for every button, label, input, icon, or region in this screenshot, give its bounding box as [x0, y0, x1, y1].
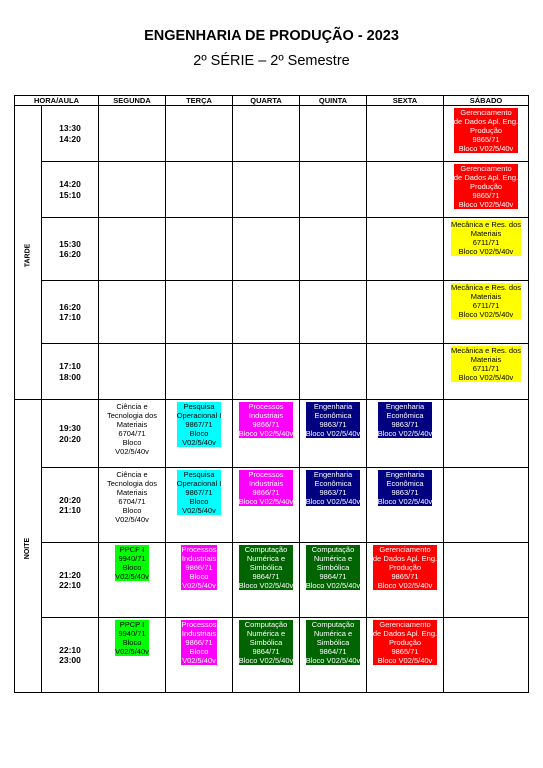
time-slot-cell [42, 106, 99, 162]
class-entry-line: Produção [388, 638, 422, 647]
schedule-cell [99, 543, 166, 618]
schedule-cell [99, 281, 166, 344]
time-slot-cell [42, 344, 99, 400]
class-entry [107, 470, 157, 524]
class-entry-line: 9865/71 [472, 135, 500, 144]
column-header-hora-aula: HORA/AULA [15, 96, 99, 106]
schedule-cell [367, 162, 444, 218]
schedule-row [15, 162, 529, 218]
class-entry-line: 9863/71 [319, 488, 347, 497]
class-entry [306, 402, 361, 438]
time-slot-cell [42, 468, 99, 543]
class-entry-line: Processos [181, 545, 217, 554]
schedule-cell [166, 344, 233, 400]
schedule-cell [233, 543, 300, 618]
column-header-segunda: SEGUNDA [99, 96, 166, 106]
time-slot-cell [42, 618, 99, 693]
time-start: 22:10 [59, 644, 81, 655]
class-entry-line: 9867/71 [185, 420, 213, 429]
schedule-cell [300, 218, 367, 281]
class-entry-line: Bloco V02/5/40v [377, 497, 433, 506]
class-entry-line: V02/5/40v [115, 647, 149, 656]
class-entry-line: Materiais [116, 420, 148, 429]
schedule-cell [367, 218, 444, 281]
time-start: 19:30 [59, 423, 81, 433]
class-entry-line: Econômica [314, 479, 352, 488]
class-entry-line: Pesquisa [183, 470, 215, 479]
time-end: 20:20 [59, 433, 81, 444]
schedule-cell [300, 281, 367, 344]
schedule-cell [367, 344, 444, 400]
time-start: 13:30 [59, 123, 81, 133]
class-entry-line: 6704/71 [118, 497, 146, 506]
column-header-sexta: SEXTA [367, 96, 444, 106]
class-entry-line: Bloco V02/5/40v [238, 497, 294, 506]
class-entry-line: Numérica e [313, 554, 353, 563]
class-entry [115, 620, 149, 656]
schedule-cell [444, 618, 529, 693]
schedule-cell [99, 618, 166, 693]
class-entry-line: 9863/71 [391, 488, 419, 497]
time-start: 21:20 [59, 569, 81, 580]
time-slot-cell [42, 400, 99, 468]
time-end: 15:10 [59, 189, 81, 200]
class-entry-line: Bloco [189, 647, 209, 656]
class-entry-line: Produção [469, 182, 503, 191]
schedule-cell [99, 106, 166, 162]
class-entry-line: Bloco [122, 563, 142, 572]
class-entry-line: Operacional I [176, 479, 222, 488]
class-entry-line: Mecânica e Res. dos [450, 220, 522, 229]
schedule-row [15, 468, 529, 543]
class-entry-line: Mecânica e Res. dos [450, 283, 522, 292]
class-entry-line: Mecânica e Res. dos [450, 346, 522, 355]
time-slot-cell [42, 543, 99, 618]
schedule-cell [300, 400, 367, 468]
class-entry-line: Bloco [122, 506, 142, 515]
class-entry-line: Processos [248, 470, 284, 479]
schedule-cell [300, 106, 367, 162]
class-entry-line: Engenharia [313, 402, 353, 411]
class-entry [181, 545, 216, 590]
header-row [15, 96, 529, 106]
class-entry-line: Pesquisa [183, 402, 215, 411]
class-entry-line: 9865/71 [472, 191, 500, 200]
column-header-sabado: SÁBADO [444, 96, 529, 106]
schedule-cell [166, 618, 233, 693]
class-entry [373, 545, 437, 590]
class-entry-line: 6711/71 [472, 301, 500, 310]
class-entry-line: Industriais [248, 479, 284, 488]
class-entry-line: 9865/71 [391, 647, 419, 656]
class-entry-line: PPCP I [119, 545, 145, 554]
class-entry-line: Bloco V02/5/40v [238, 581, 294, 590]
time-slot-cell [42, 162, 99, 218]
class-entry-line: Operacional I [176, 411, 222, 420]
class-entry-line: 9867/71 [185, 488, 213, 497]
class-entry-line: Numérica e [246, 629, 286, 638]
schedule-cell [166, 162, 233, 218]
schedule-row [15, 281, 529, 344]
schedule-cell [444, 543, 529, 618]
class-entry-line: Gerenciamento [379, 620, 431, 629]
time-end: 16:20 [59, 249, 81, 259]
class-entry-line: Materiais [470, 229, 502, 238]
schedule-cell [444, 468, 529, 543]
class-entry-line: 9866/71 [252, 488, 280, 497]
class-entry-line: Bloco V02/5/40v [458, 373, 514, 382]
time-end: 14:20 [59, 133, 81, 144]
schedule-body [15, 106, 529, 693]
class-entry [306, 545, 361, 590]
class-entry [107, 402, 157, 456]
class-entry [306, 620, 361, 665]
period-label-cell [15, 400, 42, 693]
time-end: 23:00 [59, 655, 81, 665]
class-entry-line: Produção [469, 126, 503, 135]
class-entry-line: Ciência e [116, 470, 148, 479]
schedule-row [15, 400, 529, 468]
class-entry-line: Bloco V02/5/40v [377, 429, 433, 438]
class-entry-line: Gerenciamento [460, 164, 512, 173]
class-entry-line: Produção [388, 563, 422, 572]
class-entry-line: Materiais [470, 355, 502, 364]
schedule-cell [166, 543, 233, 618]
schedule-row [15, 344, 529, 400]
class-entry-line: de Dados Apl. Eng. [453, 173, 519, 182]
column-header-quinta: QUINTA [300, 96, 367, 106]
class-entry-line: 9864/71 [319, 572, 347, 581]
schedule-cell [99, 344, 166, 400]
class-entry-line: V02/5/40v [115, 572, 149, 581]
class-entry-line: Bloco V02/5/40v [238, 656, 294, 665]
schedule-cell [233, 468, 300, 543]
class-entry-line: Industriais [181, 629, 217, 638]
class-entry [239, 545, 294, 590]
period-label: NOITE [24, 537, 32, 560]
schedule-cell [99, 162, 166, 218]
class-entry-line: 6704/71 [118, 429, 146, 438]
class-entry-line: Econômica [386, 479, 424, 488]
class-entry-line: Bloco V02/5/40v [305, 497, 361, 506]
document-title: ENGENHARIA DE PRODUÇÃO - 2023 [144, 28, 399, 44]
class-entry-line: Gerenciamento [379, 545, 431, 554]
time-slot-cell [42, 218, 99, 281]
class-entry-line: 9864/71 [252, 572, 280, 581]
class-entry-line: 9864/71 [319, 647, 347, 656]
class-entry [451, 220, 521, 256]
class-entry-line: de Dados Apl. Eng. [372, 554, 438, 563]
schedule-cell [233, 400, 300, 468]
schedule-cell [233, 344, 300, 400]
schedule-cell [166, 218, 233, 281]
class-entry-line: Computação [244, 620, 288, 629]
class-entry-line: 9863/71 [391, 420, 419, 429]
class-entry [451, 283, 521, 319]
class-entry-line: Bloco [122, 438, 142, 447]
class-entry-line: Engenharia [385, 402, 425, 411]
time-end: 17:10 [59, 312, 81, 322]
class-entry-line: Industriais [248, 411, 284, 420]
column-header-quarta: QUARTA [233, 96, 300, 106]
schedule-cell [166, 106, 233, 162]
class-entry-line: 9940/71 [118, 629, 146, 638]
time-start: 15:30 [59, 238, 81, 249]
schedule-cell [444, 106, 529, 162]
class-entry-line: Processos [181, 620, 217, 629]
class-entry-line: Tecnologia dos [106, 411, 158, 420]
class-entry-line: Bloco [189, 572, 209, 581]
schedule-cell [367, 618, 444, 693]
class-entry-line: V02/5/40v [182, 581, 216, 590]
class-entry-line: Numérica e [313, 629, 353, 638]
class-entry-line: Bloco V02/5/40v [305, 656, 361, 665]
schedule-cell [233, 281, 300, 344]
time-end: 22:10 [59, 580, 81, 590]
class-entry-line: 9865/71 [391, 572, 419, 581]
class-entry [454, 164, 518, 209]
class-entry-line: Simbólica [316, 563, 350, 572]
class-entry [115, 545, 149, 581]
schedule-cell [444, 400, 529, 468]
class-entry-line: Simbólica [249, 638, 283, 647]
class-entry [454, 108, 518, 153]
schedule-cell [444, 281, 529, 344]
schedule-cell [166, 468, 233, 543]
schedule-cell [367, 543, 444, 618]
class-entry-line: Bloco V02/5/40v [238, 429, 294, 438]
class-entry-line: 6711/71 [472, 238, 500, 247]
class-entry-line: 9866/71 [185, 563, 213, 572]
schedule-cell [444, 162, 529, 218]
schedule-row [15, 543, 529, 618]
schedule-cell [300, 344, 367, 400]
schedule-cell [233, 218, 300, 281]
class-entry-line: Engenharia [313, 470, 353, 479]
schedule-cell [233, 618, 300, 693]
class-entry-line: V02/5/40v [182, 656, 216, 665]
schedule-cell [300, 162, 367, 218]
class-entry-line: Gerenciamento [460, 108, 512, 117]
class-entry [177, 402, 222, 447]
schedule-cell [444, 344, 529, 400]
class-entry [451, 346, 521, 382]
schedule-cell [99, 218, 166, 281]
class-entry-line: Bloco V02/5/40v [458, 144, 514, 153]
class-entry-line: Materiais [470, 292, 502, 301]
class-entry [373, 620, 437, 665]
class-entry [239, 620, 294, 665]
class-entry-line: Industriais [181, 554, 217, 563]
class-entry-line: Bloco [189, 429, 209, 438]
class-entry-line: Bloco V02/5/40v [305, 429, 361, 438]
schedule-cell [367, 468, 444, 543]
schedule-row [15, 218, 529, 281]
class-entry-line: de Dados Apl. Eng. [372, 629, 438, 638]
class-entry-line: 9863/71 [319, 420, 347, 429]
schedule-cell [166, 400, 233, 468]
class-entry-line: 9866/71 [185, 638, 213, 647]
class-entry-line: Processos [248, 402, 284, 411]
class-entry [181, 620, 216, 665]
schedule-row [15, 106, 529, 162]
time-end: 18:00 [59, 371, 81, 382]
class-entry-line: Bloco V02/5/40v [458, 247, 514, 256]
schedule-row [15, 618, 529, 693]
time-slot-cell [42, 281, 99, 344]
class-entry-line: Engenharia [385, 470, 425, 479]
time-start: 14:20 [59, 179, 81, 189]
schedule-cell [233, 162, 300, 218]
class-entry [306, 470, 361, 506]
class-entry-line: Simbólica [316, 638, 350, 647]
class-entry-line: Econômica [386, 411, 424, 420]
period-label-cell [15, 106, 42, 400]
schedule-cell [99, 400, 166, 468]
class-entry-line: V02/5/40v [115, 447, 149, 456]
class-entry-line: 9866/71 [252, 420, 280, 429]
class-entry-line: Simbólica [249, 563, 283, 572]
class-entry [239, 470, 294, 506]
class-entry-line: PPCP I [119, 620, 145, 629]
class-entry [378, 402, 433, 438]
class-entry-line: Tecnologia dos [106, 479, 158, 488]
class-entry [239, 402, 294, 438]
class-entry-line: Ciência e [116, 402, 148, 411]
class-entry-line: V02/5/40v [115, 515, 149, 524]
class-entry-line: Bloco [189, 497, 209, 506]
class-entry [177, 470, 222, 515]
class-entry-line: Bloco [122, 638, 142, 647]
schedule-cell [367, 400, 444, 468]
document-subtitle: 2º SÉRIE – 2º Semestre [193, 53, 350, 69]
class-entry-line: Bloco V02/5/40v [377, 581, 433, 590]
time-start: 20:20 [59, 494, 81, 505]
class-entry-line: Bloco V02/5/40v [305, 581, 361, 590]
class-entry-line: V02/5/40v [182, 438, 216, 447]
schedule-cell [367, 106, 444, 162]
time-start: 16:20 [59, 301, 81, 312]
class-entry-line: Econômica [314, 411, 352, 420]
class-entry-line: Materiais [116, 488, 148, 497]
class-entry-line: Computação [311, 545, 355, 554]
class-entry [378, 470, 433, 506]
schedule-cell [99, 468, 166, 543]
class-entry-line: Computação [244, 545, 288, 554]
period-label: TARDE [24, 243, 32, 267]
schedule-cell [233, 106, 300, 162]
schedule-cell [166, 281, 233, 344]
class-entry-line: V02/5/40v [182, 506, 216, 515]
class-entry-line: Bloco V02/5/40v [458, 310, 514, 319]
time-start: 17:10 [59, 361, 81, 371]
column-header-terca: TERÇA [166, 96, 233, 106]
class-entry-line: de Dados Apl. Eng. [453, 117, 519, 126]
schedule-cell [444, 218, 529, 281]
class-entry-line: Numérica e [246, 554, 286, 563]
schedule-cell [300, 543, 367, 618]
class-entry-line: 6711/71 [472, 364, 500, 373]
schedule-table [14, 95, 529, 693]
time-end: 21:10 [59, 505, 81, 515]
class-entry-line: Bloco V02/5/40v [377, 656, 433, 665]
class-entry-line: Bloco V02/5/40v [458, 200, 514, 209]
class-entry-line: 9940/71 [118, 554, 146, 563]
class-entry-line: 9864/71 [252, 647, 280, 656]
class-entry-line: Computação [311, 620, 355, 629]
schedule-cell [300, 618, 367, 693]
schedule-cell [300, 468, 367, 543]
schedule-cell [367, 281, 444, 344]
